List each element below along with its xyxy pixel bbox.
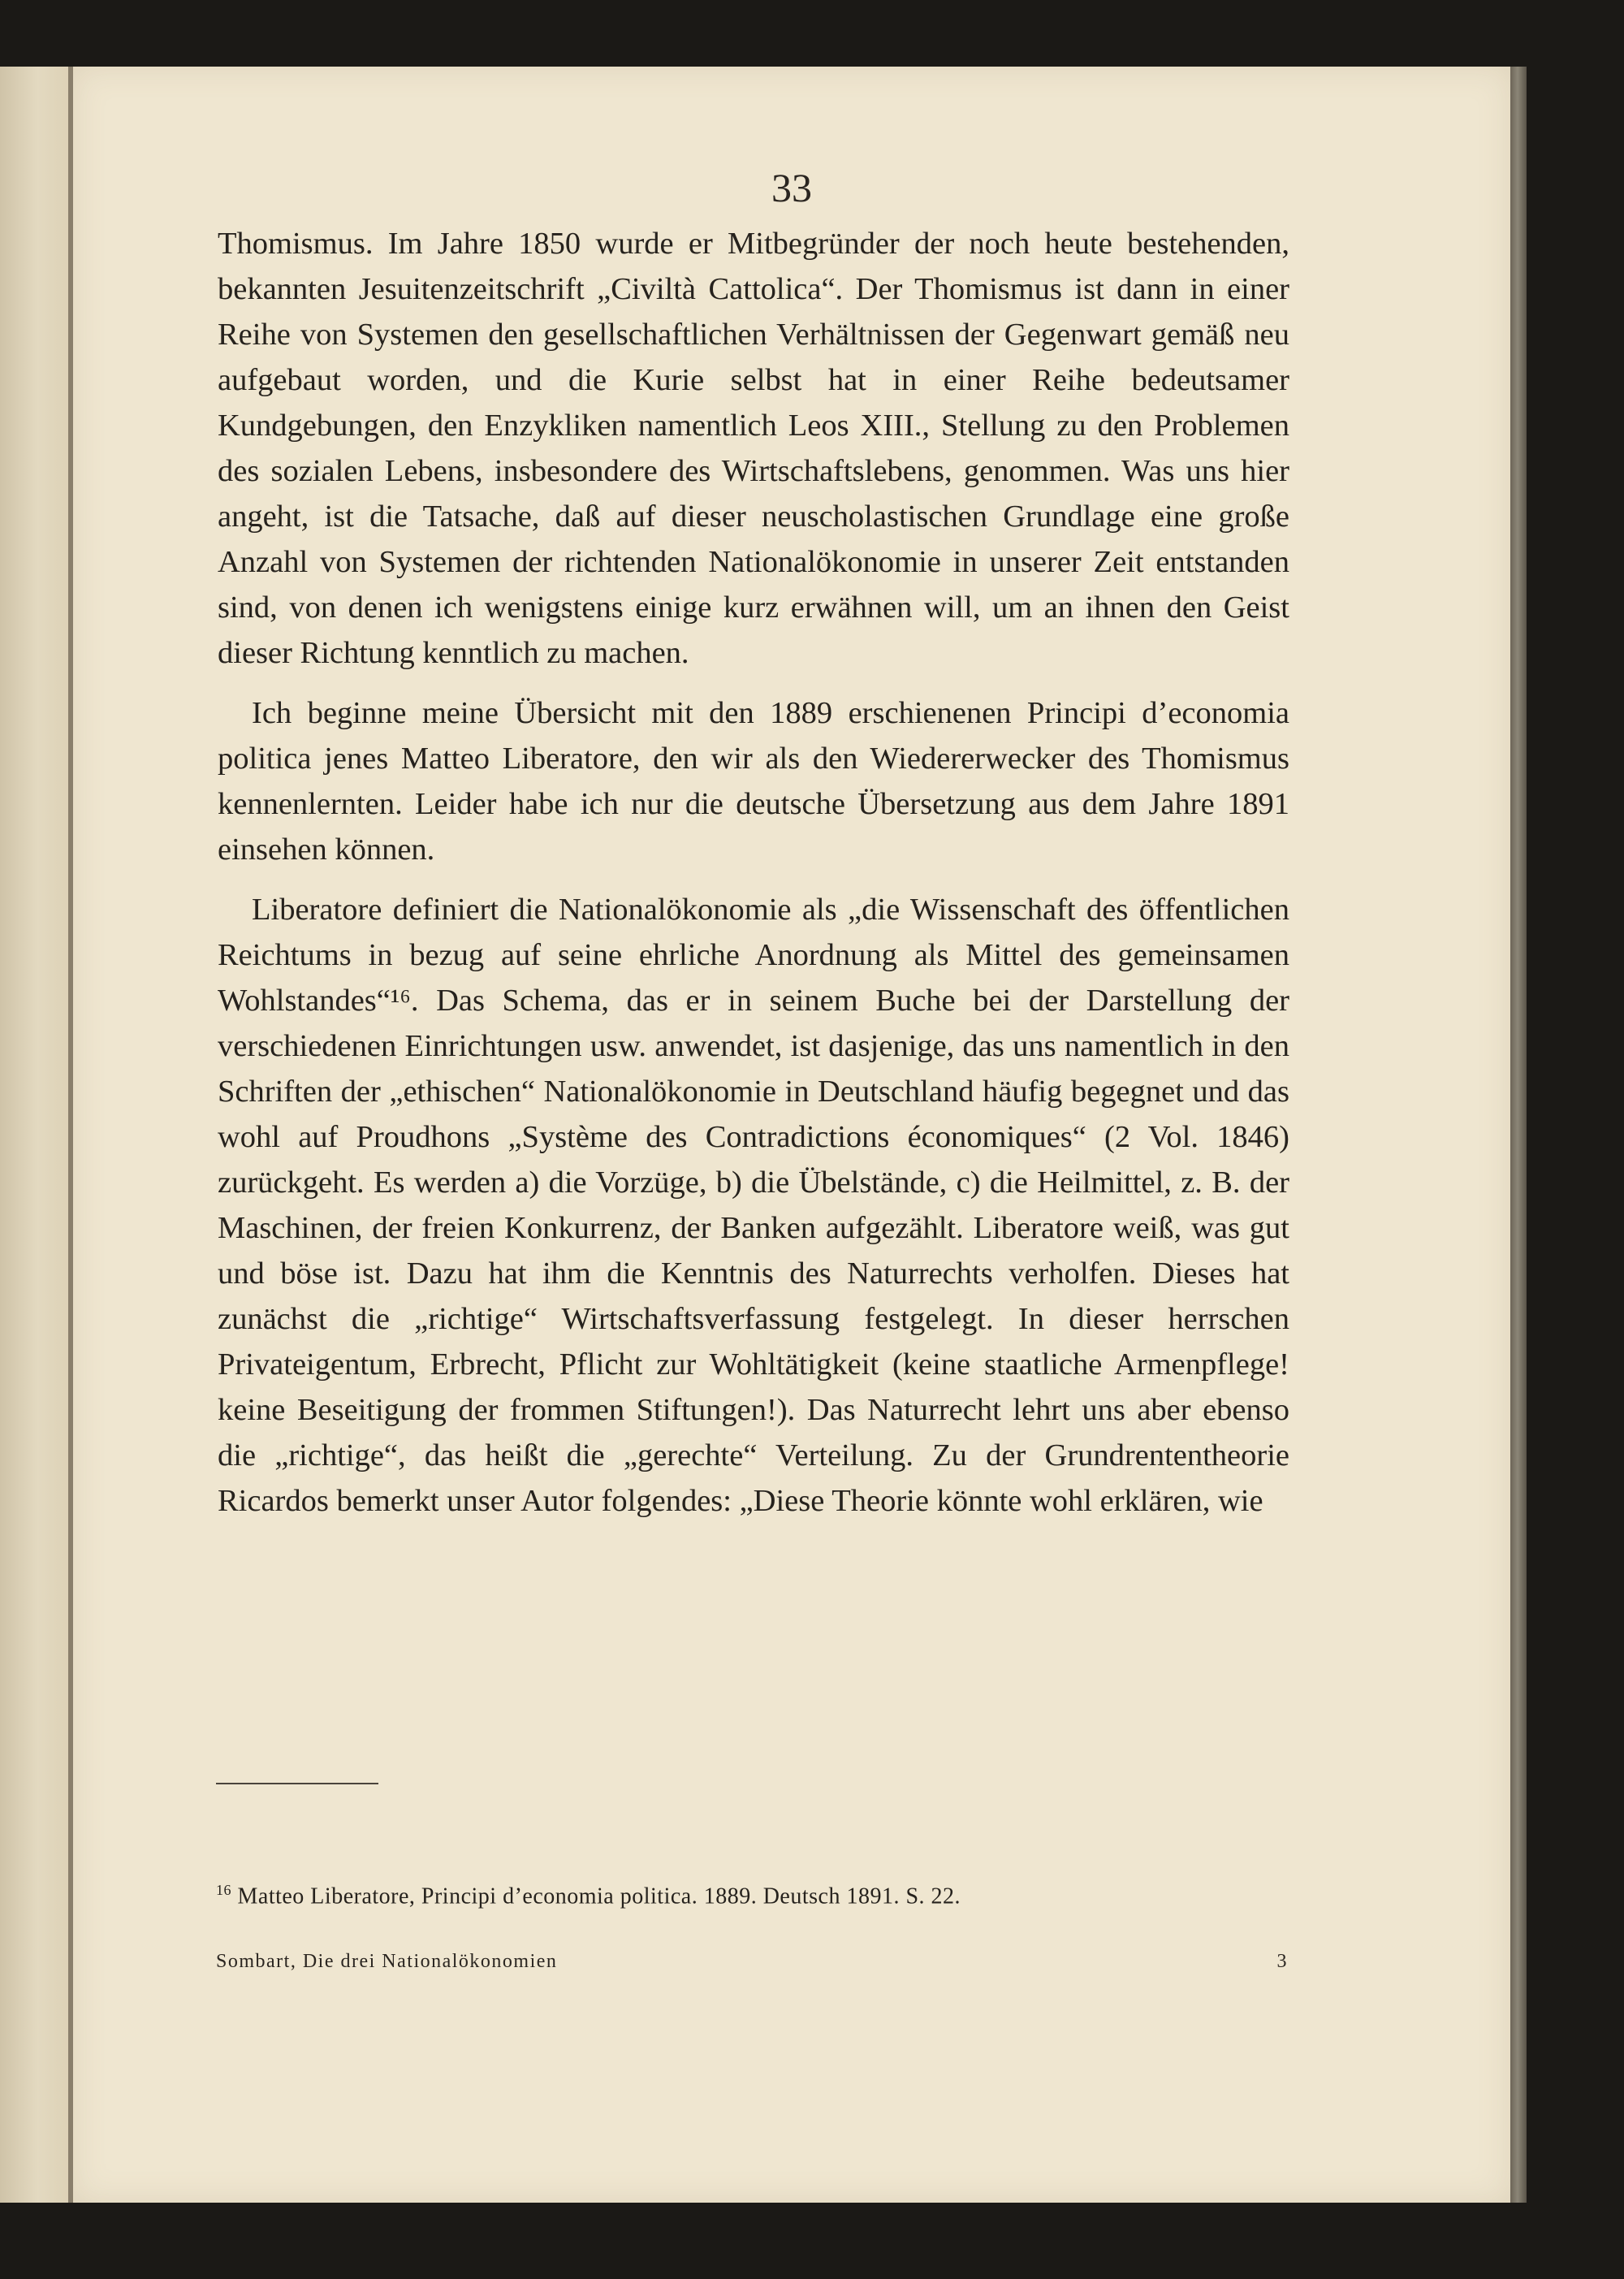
signature-title: Sombart, Die drei Nationalökonomien xyxy=(216,1951,558,1972)
paragraph-1: Thomismus. Im Jahre 1850 wurde er Mitbegründer der noch heute bestehenden, bekannten Jesuitenzeitschrift „Civiltà Cattolica“. Der Thomismus ist dann in einer Reihe von Systemen den gesellschaftlichen Verhältnissen der Gegenwart gemäß neu aufgebaut worden, und die Kurie selbst hat in einer Reihe bedeutsamer Kundgebungen, den Enzykliken namentlich Leos XIII., Stellung zu den Problemen des sozialen Lebens, insbesondere des Wirtschaftslebens, genommen. Was uns hier angeht, ist die Tatsache, daß auf dieser neuscholastischen Grundlage eine große Anzahl von Systemen der richtenden Nationalökonomie in unserer Zeit entstanden sind, von denen ich wenigstens einige kurz erwähnen will, um an ihnen den Geist dieser Richtung kenntlich zu machen. xyxy=(218,227,1289,670)
page-number: 33 xyxy=(771,165,812,210)
printer-signature xyxy=(216,1951,1288,1973)
body-text xyxy=(218,221,1289,1538)
paragraph-3: Liberatore definiert die Nationalökonomie als „die Wissenschaft des öffentlichen Reichtums in bezug auf seine ehrliche Anordnung als Mittel des gemeinsamen Wohlstandes“¹⁶. Das Schema, das er in seinem Buche bei der Darstellung der verschiedenen Einrichtungen usw. anwendet, ist dasjenige, das uns namentlich in den Schriften der „ethischen“ Nationalökonomie in Deutschland häufig begegnet und das wohl auf Proudhons „Système des Contradictions économiques“ (2 Vol. 1846) zurückgeht. Es werden a) die Vorzüge, b) die Übelstände, c) die Heilmittel, z. B. der Maschinen, der freien Konkurrenz, der Banken aufgezählt. Liberatore weiß, was gut und böse ist. Dazu hat ihm die Kenntnis des Naturrechts verholfen. Dieses hat zunächst die „richtige“ Wirtschaftsverfassung festgelegt. In dieser herrschen Privateigentum, Erbrecht, Pflicht zur Wohltätigkeit (keine staatliche Armenpflege! keine Beseitigung der frommen Stiftungen!). Das Naturrecht lehrt uns aber ebenso die „richtige“, das heißt die „gerechte“ Verteilung. Zu der Grundrententheorie Ricardos bemerkt unser Autor folgendes: „Diese Theorie könnte wohl erklären, wie xyxy=(218,893,1289,1518)
book-page xyxy=(73,67,1510,2203)
footnote xyxy=(216,1874,1288,1913)
footnote-rule xyxy=(216,1783,378,1784)
signature-mark: 3 xyxy=(1276,1951,1288,1972)
facing-page-edge xyxy=(0,67,68,2203)
paragraph-2: Ich beginne meine Übersicht mit den 1889 erschienenen Principi d’economia politica jenes Matteo Liberatore, den wir als den Wiedererwecker des Thomismus kennenlernten. Leider habe ich nur die deutsche Übersetzung aus dem Jahre 1891 einsehen können. xyxy=(218,696,1289,867)
footnote-marker: 16 xyxy=(216,1882,231,1898)
page-block-edge xyxy=(1510,67,1527,2203)
footnote-text: Matteo Liberatore, Principi d’economia politica. 1889. Deutsch 1891. S. 22. xyxy=(237,1883,961,1909)
